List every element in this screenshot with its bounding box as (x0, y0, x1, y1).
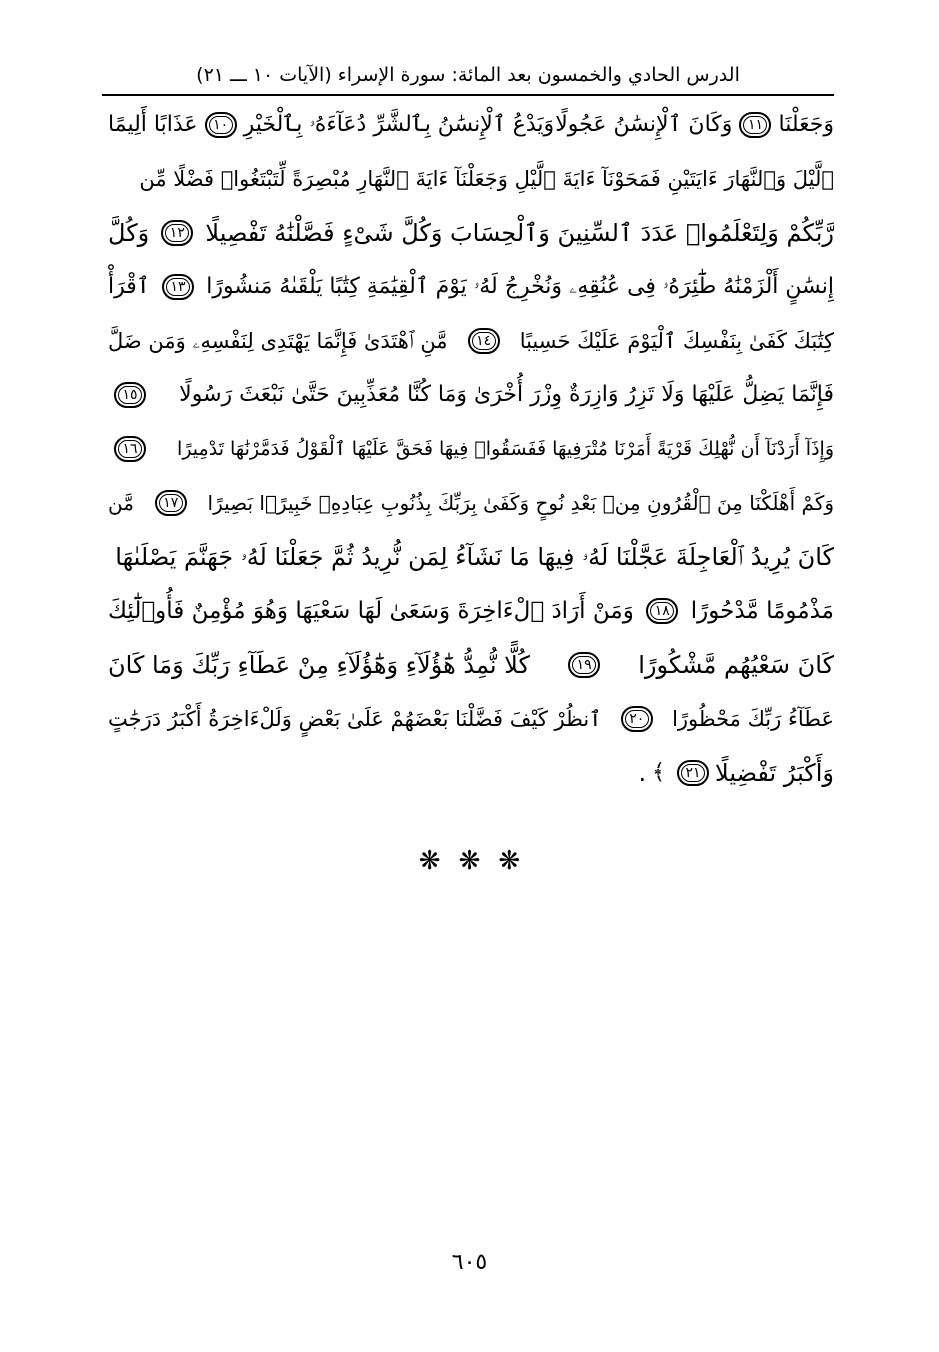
ayah-number-marker: ١١ (739, 112, 771, 138)
text-line (108, 206, 834, 260)
verse-text: وَكُلَّ (108, 219, 150, 247)
verse-text: عَطَآءُ رَبِّكَ مَحْظُورًا (672, 706, 834, 731)
verse-text: . (638, 759, 647, 787)
verse-text: كِتَٰبَكَ كَفَىٰ بِنَفْسِكَ ٱلْيَوْمَ عَلَيْكَ حَسِيبًا (519, 328, 834, 353)
divider-star-icon: ❋ (458, 846, 481, 876)
text-line (108, 368, 834, 422)
verse-text: وَكَمْ أَهْلَكْنَا مِنَ ٱلْقُرُونِ مِنۢ بَعْدِ نُوحٍ وَكَفَىٰ بِرَبِّكَ بِذُنُوبِ عِبَادِهِۦ خَبِيرًۢا بَصِيرًا (207, 491, 834, 515)
text-line (108, 746, 834, 800)
text-line (108, 584, 834, 638)
verse-text: مَّنِ ٱهْتَدَىٰ فَإِنَّمَا يَهْتَدِى لِنَفْسِهِۦ وَمَن ضَلَّ (108, 328, 448, 353)
text-line (108, 638, 834, 692)
ayah-number-marker: ١٤ (468, 328, 500, 354)
text-line (108, 314, 834, 368)
divider-star-icon: ❋ (498, 846, 521, 876)
text-line (108, 692, 834, 746)
verse-text: كَانَ سَعْيُهُم مَّشْكُورًا (638, 651, 834, 679)
ayah-number-marker: ٢٠ (621, 706, 653, 732)
verse-text: رَّبِّكُمْ وَلِتَعْلَمُوا۟ عَدَدَ ٱلسِّنِينَ وَٱلْحِسَابَ وَكُلَّ شَىْءٍ فَصَّلْنَٰهُ تَفْصِيلًا (205, 219, 834, 247)
ayah-number-marker: ١٢ (161, 220, 193, 246)
ayah-number-marker: ١٣ (162, 274, 194, 300)
verse-text: وَأَكْبَرُ تَفْضِيلًا (715, 759, 834, 787)
verse-text: وَيَدْعُ ٱلْإِنسَٰنُ بِٱلشَّرِّ دُعَآءَهُۥ بِٱلْخَيْرِ (243, 112, 555, 137)
verse-text: كَانَ يُرِيدُ ٱلْعَاجِلَةَ عَجَّلْنَا لَهُۥ فِيهَا مَا نَشَآءُ لِمَن نُّرِيدُ ثُمَّ جَعَلْنَا لَهُۥ جَهَنَّمَ يَصْلَىٰهَا (115, 543, 834, 571)
verse-text: إِنسَٰنٍ أَلْزَمْنَٰهُ طَٰٓئِرَهُۥ فِى عُنُقِهِۦ وَنُخْرِجُ لَهُۥ يَوْمَ ٱلْقِيَٰمَةِ كِتَٰبًا يَلْقَىٰهُ مَنشُورًا (206, 274, 834, 299)
verse-text: كُلًّا نُّمِدُّ هَٰٓؤُلَآءِ وَهَٰٓؤُلَآءِ مِنْ عَطَآءِ رَبِّكَ وَمَا كَانَ (108, 651, 530, 679)
verse-text: ٱلَّيْلَ وَٱلنَّهَارَ ءَايَتَيْنِ فَمَحَوْنَآ ءَايَةَ ٱلَّيْلِ وَجَعَلْنَآ ءَايَةَ ٱلنَّهَارِ مُبْصِرَةً لِّتَبْتَغُوا۟ فَضْلًا مِّن (139, 166, 834, 191)
quran-text-block (108, 98, 834, 800)
text-line (108, 260, 834, 314)
ayah-number-marker: ٢١ (677, 760, 709, 786)
verse-text: ٱنظُرْ كَيْفَ فَضَّلْنَا بَعْضَهُمْ عَلَىٰ بَعْضٍ وَلَلْءَاخِرَةُ أَكْبَرُ دَرَجَٰتٍ (108, 706, 602, 731)
verse-text: وَمَنْ أَرَادَ ٱلْءَاخِرَةَ وَسَعَىٰ لَهَا سَعْيَهَا وَهُوَ مُؤْمِنٌ فَأُو۟لَٰٓئِكَ (108, 597, 634, 624)
divider-star-icon: ❋ (418, 846, 441, 876)
page-number: ٦٠٥ (451, 1250, 488, 1275)
verse-text: مَّن (108, 491, 134, 515)
header-rule (102, 94, 834, 96)
verse-text: وَكَانَ ٱلْإِنسَٰنُ عَجُولًا (555, 112, 733, 137)
ayah-number-marker: ١٥ (114, 382, 146, 408)
verse-text: وَجَعَلْنَا (778, 112, 834, 137)
verse-text: عَذَابًا أَلِيمًا (108, 112, 198, 137)
verse-text: مَذْمُومًا مَّدْحُورًا (690, 597, 834, 624)
text-line (108, 476, 834, 530)
verse-text: وَإِذَآ أَرَدْنَآ أَن نُّهْلِكَ قَرْيَةً أَمَرْنَا مُتْرَفِيهَا فَفَسَقُوا۟ فِيهَا فَحَقَّ عَلَيْهَا ٱلْقَوْلُ فَدَمَّرْنَٰهَا تَدْمِيرًا (177, 437, 834, 460)
running-header: الدرس الحادي والخمسون بعد المائة: سورة الإسراء (الآيات ١٠ ـــ ٢١) (196, 63, 740, 86)
text-line (108, 98, 834, 152)
verse-text: ٱقْرَأْ (108, 274, 150, 299)
ayah-number-marker: ١٦ (114, 436, 146, 462)
ayah-number-marker: ١٨ (646, 598, 678, 624)
section-divider (0, 846, 939, 876)
text-line (108, 152, 834, 206)
ayah-number-marker: ١٩ (568, 652, 600, 678)
text-line (108, 422, 834, 476)
closing-ornament-bracket: ﴾ (652, 760, 665, 785)
ayah-number-marker: ١٧ (155, 490, 187, 516)
text-line (108, 530, 834, 584)
verse-text: فَإِنَّمَا يَضِلُّ عَلَيْهَا وَلَا تَزِرُ وَازِرَةٌ وِزْرَ أُخْرَىٰ وَمَا كُنَّا مُعَذِّبِينَ حَتَّىٰ نَبْعَثَ رَسُولًا (179, 382, 834, 407)
ayah-number-marker: ١٠ (205, 112, 237, 138)
